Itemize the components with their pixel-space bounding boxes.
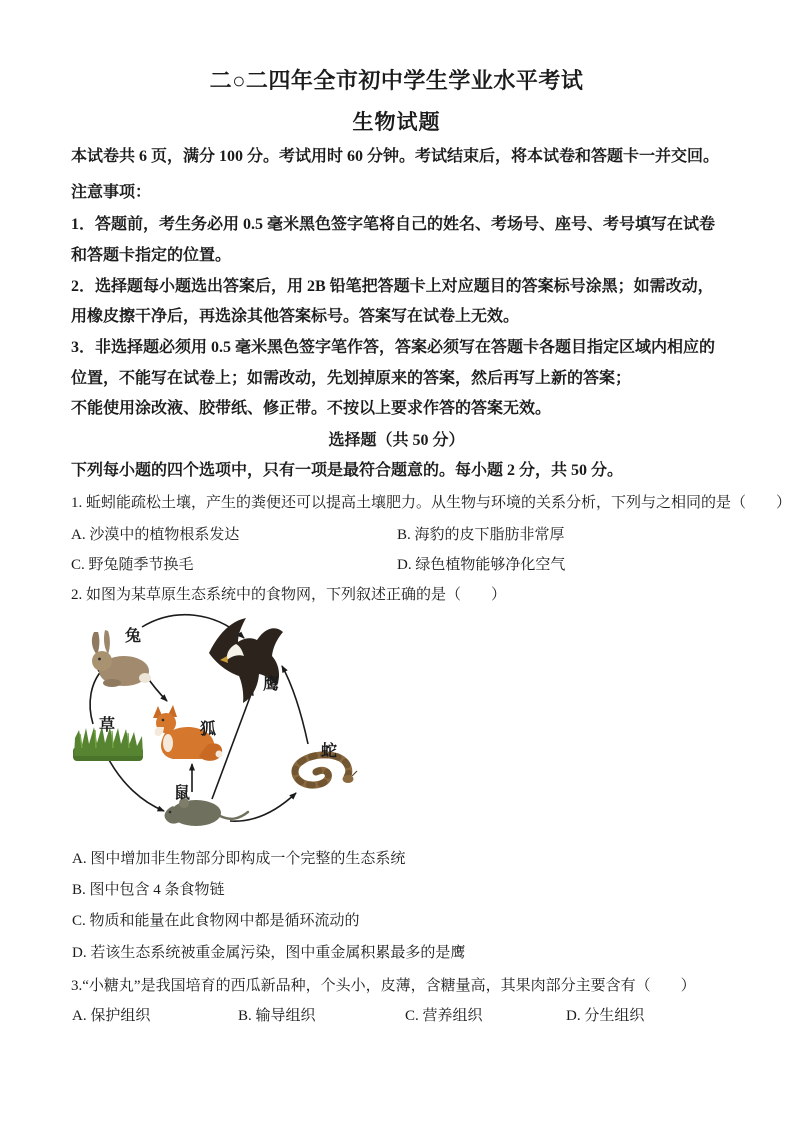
notice-heading: 注意事项： (71, 184, 152, 201)
arrow-mouse-to-eagle (212, 689, 253, 799)
notice-1-line-1: 1．答题前，考生务必用 0.5 毫米黑色签字笔将自己的姓名、考场号、座号、考号填写在试卷 (71, 216, 716, 233)
q2-option-c: C. 物质和能量在此食物网中都是循环流动的 (72, 913, 360, 929)
q1-option-a: A. 沙漠中的植物根系发达 (71, 527, 240, 543)
q3-option-b: B. 输导组织 (238, 1008, 316, 1024)
exam-info: 本试卷共 6 页，满分 100 分。考试用时 60 分钟。考试结束后，将本试卷和答题卡一并交回。 (71, 148, 720, 165)
notice-2-line-2: 用橡皮擦干净后，再选涂其他答案标号。答案写在试卷上无效。 (71, 308, 520, 325)
food-web-label-snake: 蛇 (321, 743, 338, 760)
doc-subtitle: 生物试题 (352, 110, 441, 134)
q3-option-c: C. 营养组织 (405, 1008, 483, 1024)
notice-3-line-2: 位置，不能写在试卷上；如需改动，先划掉原来的答案，然后再写上新的答案； (71, 370, 632, 387)
food-web-diagram (60, 606, 370, 844)
notice-1-line-2: 和答题卡指定的位置。 (71, 247, 232, 264)
q1-option-c: C. 野兔随季节换毛 (71, 557, 194, 573)
q3-option-d: D. 分生组织 (566, 1008, 645, 1024)
q2-option-a: A. 图中增加非生物部分即构成一个完整的生态系统 (72, 851, 406, 867)
food-web-label-eagle: 鹰 (263, 676, 280, 693)
food-web-label-mouse: 鼠 (174, 785, 191, 802)
notice-3-line-3: 不能使用涂改液、胶带纸、修正带。不按以上要求作答的答案无效。 (71, 400, 552, 417)
q1-option-d: D. 绿色植物能够净化空气 (397, 557, 566, 573)
food-web-label-rabbit: 兔 (125, 628, 142, 645)
q2-option-b: B. 图中包含 4 条食物链 (72, 882, 225, 898)
question-1-text: 1. 蚯蚓能疏松土壤，产生的粪便还可以提高土壤肥力。从生物与环境的关系分析，下列与之相同的是（ ） (71, 495, 792, 511)
q1-option-b: B. 海豹的皮下脂肪非常厚 (397, 527, 565, 543)
q2-option-d: D. 若该生态系统被重金属污染，图中重金属积累最多的是鹰 (72, 945, 466, 961)
section-heading: 选择题（共 50 分） (328, 432, 465, 449)
notice-2-line-1: 2．选择题每小题选出答案后，用 2B 铅笔把答题卡上对应题目的答案标号涂黑；如需改动， (71, 278, 714, 295)
food-web-label-fox: 狐 (200, 721, 217, 738)
rabbit-image (92, 630, 151, 687)
arrow-snake-to-eagle (282, 666, 308, 744)
section-note: 下列每小题的四个选项中，只有一项是最符合题意的。每小题 2 分，共 50 分。 (71, 462, 624, 479)
question-2-text: 2. 如图为某草原生态系统中的食物网，下列叙述正确的是（ ） (71, 587, 507, 603)
page-title: 二○二四年全市初中学生学业水平考试 (209, 68, 584, 93)
q3-option-a: A. 保护组织 (72, 1008, 151, 1024)
question-3-text: 3.“小糖丸”是我国培育的西瓜新品种，个头小，皮薄，含糖量高，其果肉部分主要含有（ ） (71, 978, 696, 994)
food-web-label-grass: 草 (99, 717, 116, 734)
arrow-grass-to-mouse (108, 758, 164, 811)
notice-3-line-1: 3．非选择题必须用 0.5 毫米黑色签字笔作答，答案必须写在答题卡各题目指定区域内相应的 (71, 339, 716, 356)
